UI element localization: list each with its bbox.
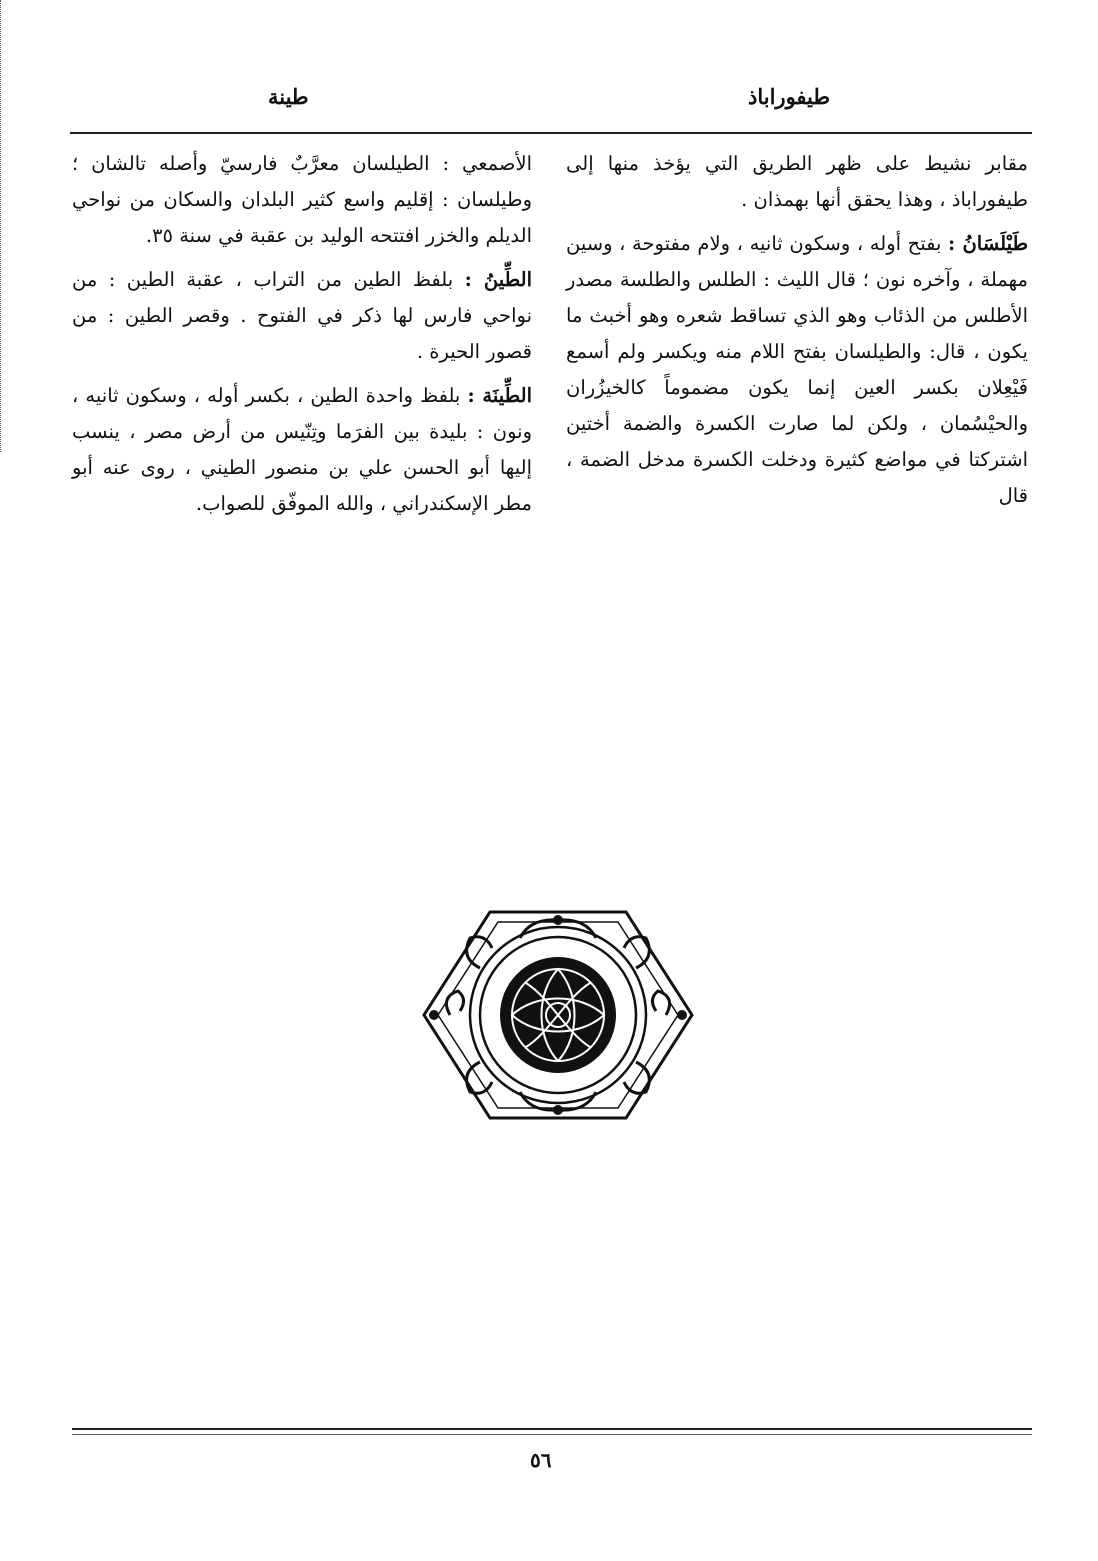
top-rule xyxy=(70,132,1032,134)
ornament-icon xyxy=(420,908,696,1122)
running-head-right: طيفوراباذ xyxy=(748,84,831,109)
headword: الطِّينَة : xyxy=(467,384,532,407)
entry-al-tina xyxy=(72,378,532,522)
running-head-left: طينة xyxy=(268,84,309,109)
column-separator xyxy=(0,0,1,452)
headword: طَيْلَسَانُ : xyxy=(948,232,1028,255)
left-column xyxy=(72,146,532,530)
entry-al-tin xyxy=(72,262,532,370)
page-number: ٥٦ xyxy=(530,1448,552,1472)
entry-continuation: مقابر نشيط على ظهر الطريق التي يؤخذ منها إلى طيفوراباذ ، وهذا يحقق أنها بهمذان . xyxy=(566,152,1028,211)
entry-text: بلفظ واحدة الطين ، بكسر أوله ، وسكون ثانيه ، ونون : بليدة بين الفرَما وتِنّيس من أرض مصر ، ينسب إليها أبو الحسن علي بن منصور الطيني ، روى عنه أبو مطر الإسكندراني ، والله الموفّق للصواب. xyxy=(72,384,532,515)
bottom-rule-thin xyxy=(72,1434,1032,1435)
right-column xyxy=(566,146,1028,522)
entry-taylasan xyxy=(566,226,1028,514)
entry-text: بلفظ الطين من التراب ، عقبة الطين : من نواحي فارس لها ذكر في الفتوح . وقصر الطين : من قصور الحيرة . xyxy=(72,268,532,363)
entry-text: بفتح أوله ، وسكون ثانيه ، ولام مفتوحة ، وسين مهملة ، وآخره نون ؛ قال الليث : الطلس والطلسة مصدر الأطلس من الذئاب وهو الذي تساقط شعره وهو أخبث ما يكون ، قال: والطيلسان بفتح اللام منه ويكسر ولم أسمع فَيْعِلان بكسر العين إنما يكون مضموماً كالخيزُران والحيْسُمان ، ولكن لما صارت الكسرة والضمة أختين اشتركتا في مواضع كثيرة ودخلت الكسرة مدخل الضمة ، قال xyxy=(566,232,1028,507)
entry-continuation: الأصمعي : الطيلسان معرَّبٌ فارسيّ وأصله تالشان ؛ وطيلسان : إقليم واسع كثير البلدان والسكان من نواحي الديلم والخزر افتتحه الوليد بن عقبة في سنة ٣٥. xyxy=(72,152,532,247)
bottom-rule xyxy=(72,1428,1032,1430)
headword: الطِّينُ : xyxy=(464,268,532,291)
